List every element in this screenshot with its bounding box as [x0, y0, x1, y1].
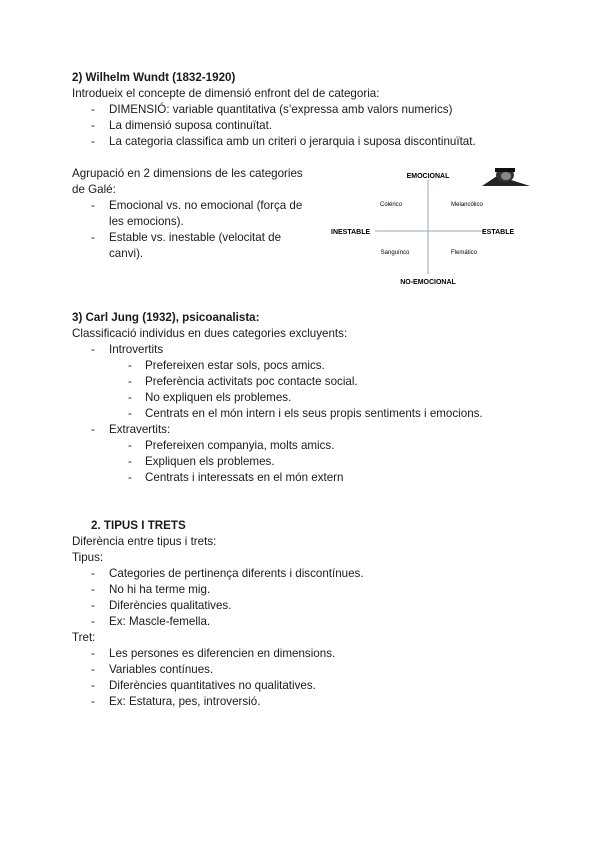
wundt-item: La dimensió suposa continuïtat.: [109, 119, 273, 132]
bullet-dash: -: [91, 679, 95, 692]
bullet-dash: -: [128, 375, 132, 388]
wundt-heading: 2) Wilhelm Wundt (1832-1920): [72, 71, 236, 84]
galen-intro-line1: Agrupació en 2 dimensions de les categories: [72, 167, 303, 180]
traits-heading: 2. TIPUS I TRETS: [91, 519, 186, 532]
bullet-dash: -: [91, 231, 95, 244]
bullet-dash: -: [91, 663, 95, 676]
tipus-item: Diferències qualitatives.: [109, 599, 232, 612]
introvertits-label: Introvertits: [109, 343, 164, 356]
tret-item: Ex: Estatura, pes, introversió.: [109, 695, 261, 708]
bullet-dash: -: [91, 135, 95, 148]
bullet-dash: -: [91, 615, 95, 628]
axis-label-top: EMOCIONAL: [406, 173, 450, 180]
tret-item: Variables contínues.: [109, 663, 214, 676]
galen-item-2-cont: canvi).: [109, 247, 144, 260]
axis-label-right: ESTABLE: [482, 229, 515, 236]
extravertits-label: Extravertits:: [109, 423, 171, 436]
jung-heading: 3) Carl Jung (1932), psicoanalista:: [72, 311, 260, 324]
axis-label-left: INESTABLE: [331, 229, 371, 236]
quadrant-label-bottom-right: Flemático: [450, 250, 478, 256]
extravertits-item: Centrats i interessats en el món extern: [145, 471, 344, 484]
bullet-dash: -: [128, 471, 132, 484]
bullet-dash: -: [91, 199, 95, 212]
bullet-dash: -: [128, 407, 132, 420]
bullet-dash: -: [91, 343, 95, 356]
quadrant-label-top-right: Melancólico: [451, 202, 483, 208]
introvertits-item: Preferència activitats poc contacte social.: [145, 375, 358, 388]
galen-item-1-cont: les emocions).: [109, 215, 184, 228]
galen-intro-line2: de Galé:: [72, 183, 116, 196]
extravertits-item: Expliquen els problemes.: [145, 455, 275, 468]
tret-item: Diferències quantitatives no qualitatives.: [109, 679, 316, 692]
tipus-item: No hi ha terme mig.: [109, 583, 211, 596]
temperament-diagram-svg: [325, 164, 535, 292]
jung-intro: Classificació individus en dues categories excluyents:: [72, 327, 348, 340]
wundt-item: La categoria classifica amb un criteri o jerarquia i suposa discontinuïtat.: [109, 135, 476, 148]
bullet-dash: -: [128, 455, 132, 468]
introvertits-item: Centrats en el món intern i els seus propis sentiments i emocions.: [145, 407, 483, 420]
bullet-dash: -: [91, 583, 95, 596]
quadrant-label-bottom-left: Sanguínco: [380, 250, 410, 256]
bullet-dash: -: [91, 103, 95, 116]
galen-item-2: Estable vs. inestable (velocitat de: [109, 231, 282, 244]
galen-item-1: Emocional vs. no emocional (força de: [109, 199, 303, 212]
tipus-label: Tipus:: [72, 551, 104, 564]
bullet-dash: -: [91, 695, 95, 708]
wundt-item: DIMENSIÓ: variable quantitativa (s’expressa amb valors numerics): [109, 103, 453, 116]
introvertits-item: Prefereixen estar sols, pocs amics.: [145, 359, 325, 372]
bullet-dash: -: [91, 647, 95, 660]
bullet-dash: -: [128, 391, 132, 404]
bullet-dash: -: [128, 359, 132, 372]
introvertits-item: No expliquen els problemes.: [145, 391, 292, 404]
bullet-dash: -: [91, 599, 95, 612]
bullet-dash: -: [91, 119, 95, 132]
quadrant-label-top-left: Colérico: [379, 202, 403, 208]
extravertits-item: Prefereixen companyia, molts amics.: [145, 439, 335, 452]
bullet-dash: -: [91, 567, 95, 580]
traits-intro: Diferència entre tipus i trets:: [72, 535, 217, 548]
tret-item: Les persones es diferencien en dimensions.: [109, 647, 336, 660]
bullet-dash: -: [91, 423, 95, 436]
wundt-intro: Introdueix el concepte de dimensió enfront del de categoria:: [72, 87, 380, 100]
axis-label-bottom: NO-EMOCIONAL: [400, 279, 456, 286]
tipus-item: Ex: Mascle-femella.: [109, 615, 211, 628]
portrait-image: [482, 168, 530, 186]
tret-label: Tret:: [72, 631, 96, 644]
temperament-diagram: [325, 164, 535, 292]
tipus-item: Categories de pertinença diferents i discontínues.: [109, 567, 364, 580]
bullet-dash: -: [128, 439, 132, 452]
